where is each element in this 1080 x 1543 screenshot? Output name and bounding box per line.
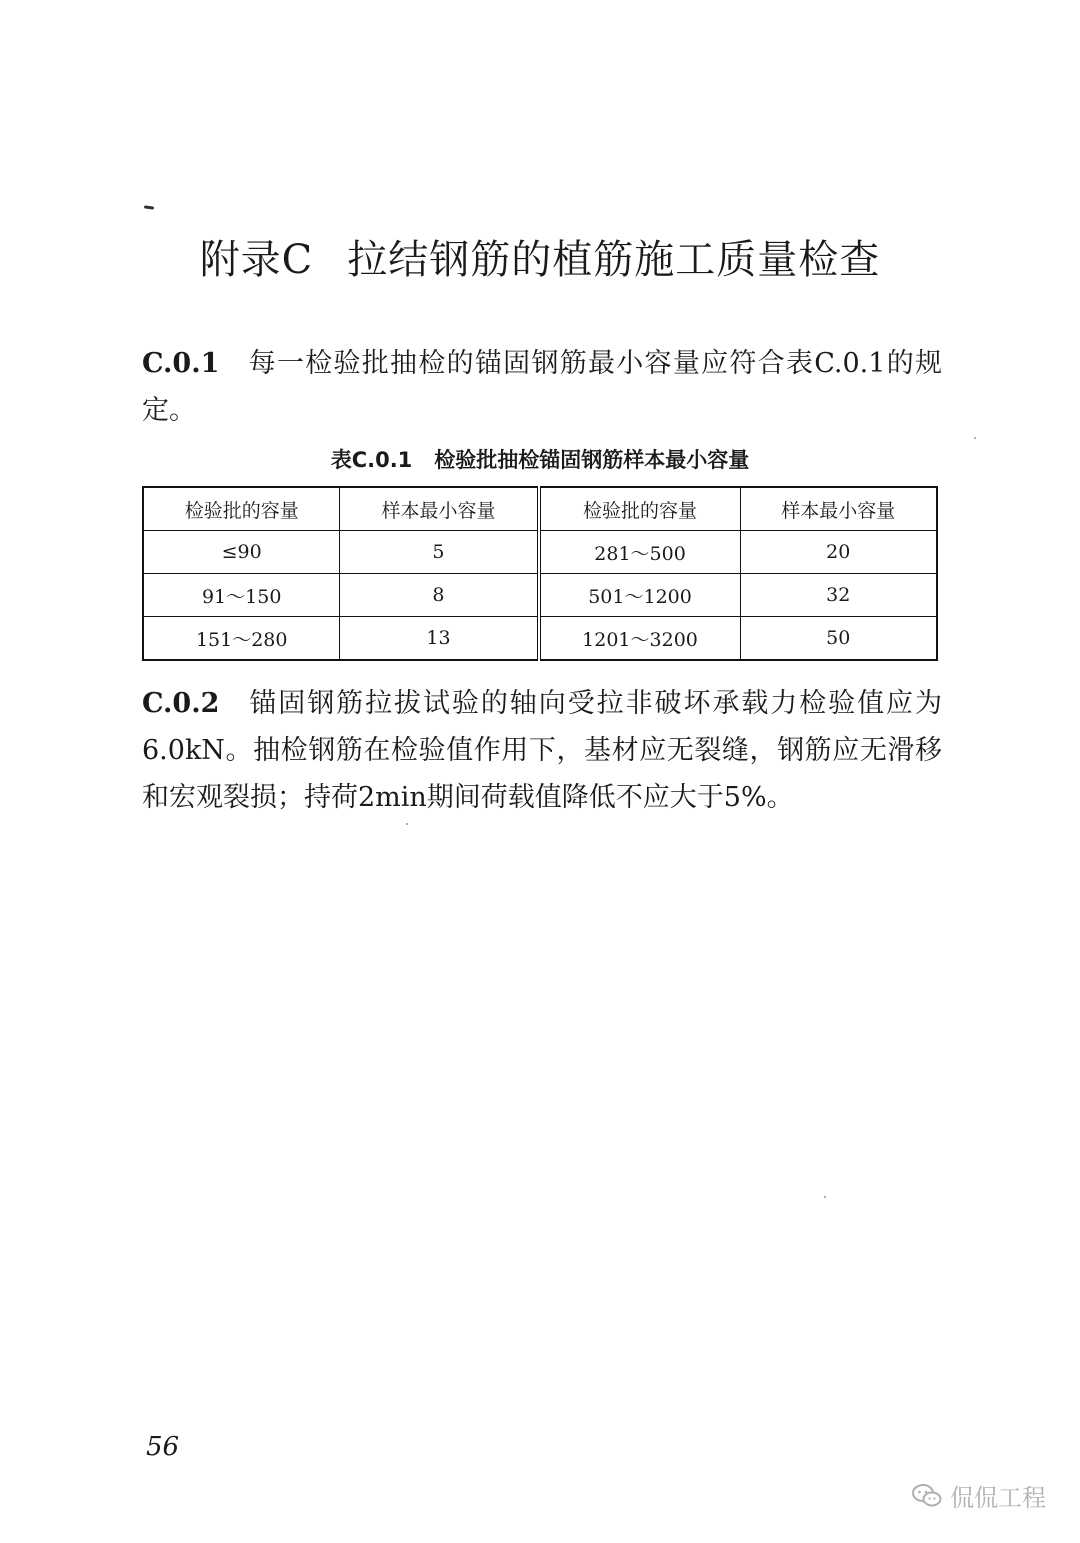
table-cell: 501～1200 — [539, 574, 741, 617]
table-cell: 13 — [340, 617, 539, 661]
scan-speck — [406, 823, 408, 825]
clause-number: C.0.2 — [142, 688, 220, 719]
table-cell: 91～150 — [143, 574, 340, 617]
scan-mark — [144, 205, 154, 209]
clause-text: 锚固钢筋拉拔试验的轴向受拉非破坏承载力检验值应为6.0kN。抽检钢筋在检验值作用下，基材应无裂缝，钢筋应无滑移和宏观裂损；持荷2min期间荷载值降低不应大于5%。 — [142, 688, 942, 813]
table-cell: 151～280 — [143, 617, 340, 661]
table-cell: 8 — [340, 574, 539, 617]
table-caption-title: 检验批抽检锚固钢筋样本最小容量 — [434, 448, 750, 472]
page-number: 56 — [146, 1432, 180, 1462]
wechat-icon — [912, 1483, 942, 1509]
scan-speck — [824, 1196, 826, 1198]
table-row — [143, 617, 937, 661]
table-header-cell: 样本最小容量 — [340, 487, 539, 531]
table-caption-label: 表C.0.1 — [330, 448, 413, 472]
table-caption — [0, 444, 1080, 474]
sample-size-table — [142, 486, 938, 661]
table-cell: 20 — [740, 531, 937, 574]
clause-number: C.0.1 — [142, 348, 220, 379]
table-cell: 50 — [740, 617, 937, 661]
table-header-cell: 样本最小容量 — [740, 487, 937, 531]
watermark — [912, 1478, 1046, 1513]
table-row — [143, 574, 937, 617]
table-row — [143, 531, 937, 574]
appendix-label: 附录C — [199, 237, 314, 283]
scan-speck — [974, 437, 976, 439]
appendix-title — [0, 228, 1080, 285]
appendix-title-text: 拉结钢筋的植筋施工质量检查 — [347, 237, 881, 283]
watermark-text: 侃侃工程 — [950, 1484, 1046, 1512]
table-header-row — [143, 487, 937, 531]
table-cell: ≤90 — [143, 531, 340, 574]
table-header-cell: 检验批的容量 — [539, 487, 741, 531]
table-cell: 32 — [740, 574, 937, 617]
table-cell: 5 — [340, 531, 539, 574]
table-cell: 1201～3200 — [539, 617, 741, 661]
clause-c01 — [142, 340, 942, 434]
table-cell: 281～500 — [539, 531, 741, 574]
clause-c02 — [142, 680, 942, 821]
clause-text: 每一检验批抽检的锚固钢筋最小容量应符合表C.0.1的规定。 — [142, 348, 942, 426]
table-header-cell: 检验批的容量 — [143, 487, 340, 531]
